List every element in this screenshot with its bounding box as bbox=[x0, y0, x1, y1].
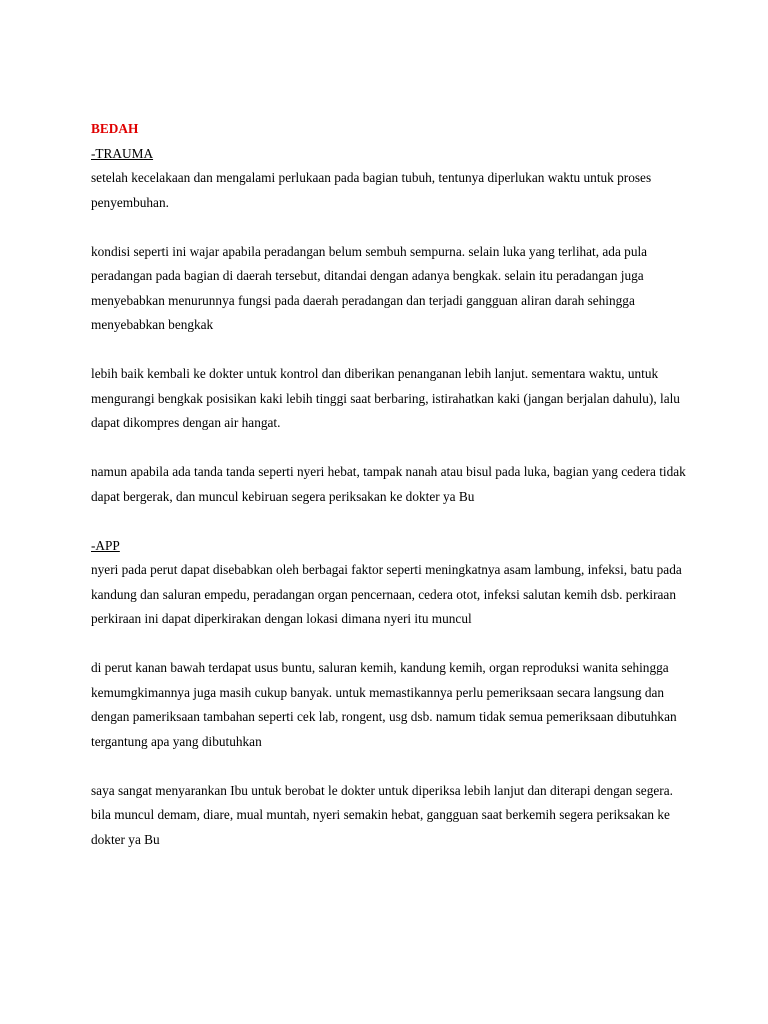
document-page bbox=[91, 117, 691, 852]
paragraph-spacer bbox=[91, 338, 691, 363]
paragraph-spacer bbox=[91, 215, 691, 240]
document-title: BEDAH bbox=[91, 121, 139, 136]
paragraph: nyeri pada perut dapat disebabkan oleh berbagai faktor seperti meningkatnya asam lambung, infeksi, batu pada kandung dan saluran empedu, peradangan organ pencernaan, cedera otot, infeksi salutan kemih dsb. perkiraan perkiraan ini dapat diperkirakan dengan lokasi dimana nyeri itu muncul bbox=[91, 562, 682, 626]
paragraph: setelah kecelakaan dan mengalami perlukaan pada bagian tubuh, tentunya diperlukan waktu untuk proses penyembuhan. bbox=[91, 170, 652, 210]
section-heading-app: -APP bbox=[91, 537, 120, 553]
paragraph: lebih baik kembali ke dokter untuk kontrol dan diberikan penanganan lebih lanjut. sementara waktu, untuk mengurangi bengkak posisikan kaki lebih tinggi saat berbaring, istirahatkan kaki (jangan berjalan dahulu), lalu dapat dikompres dengan air hangat. bbox=[91, 366, 680, 430]
paragraph-spacer bbox=[91, 436, 691, 461]
paragraph-spacer bbox=[91, 632, 691, 657]
paragraph-spacer bbox=[91, 754, 691, 779]
paragraph: di perut kanan bawah terdapat usus buntu, saluran kemih, kandung kemih, organ reproduksi wanita sehingga kemumgkimannya juga masih cukup banyak. untuk memastikannya perlu pemeriksaan secara langsung dan dengan pameriksaan tambahan seperti cek lab, rongent, usg dsb. namum tidak semua pemeriksaan dibutuhkan tergantung apa yang dibutuhkan bbox=[91, 660, 677, 749]
section-heading-trauma: -TRAUMA bbox=[91, 145, 154, 161]
paragraph: kondisi seperti ini wajar apabila peradangan belum sembuh sempurna. selain luka yang terlihat, ada pula peradangan pada bagian di daerah tersebut, ditandai dengan adanya bengkak. selain itu peradangan juga menyebabkan menurunnya fungsi pada daerah peradangan dan terjadi gangguan aliran darah sehingga menyebabkan bengkak bbox=[91, 243, 648, 332]
paragraph-spacer bbox=[91, 509, 691, 534]
paragraph: saya sangat menyarankan Ibu untuk berobat le dokter untuk diperiksa lebih lanjut dan diterapi dengan segera. bila muncul demam, diare, mual muntah, nyeri semakin hebat, gangguan saat berkemih segera periksakan ke dokter ya Bu bbox=[91, 782, 673, 847]
paragraph: namun apabila ada tanda tanda seperti nyeri hebat, tampak nanah atau bisul pada luka, bagian yang cedera tidak dapat bergerak, dan muncul kebiruan segera periksakan ke dokter ya Bu bbox=[91, 464, 686, 504]
